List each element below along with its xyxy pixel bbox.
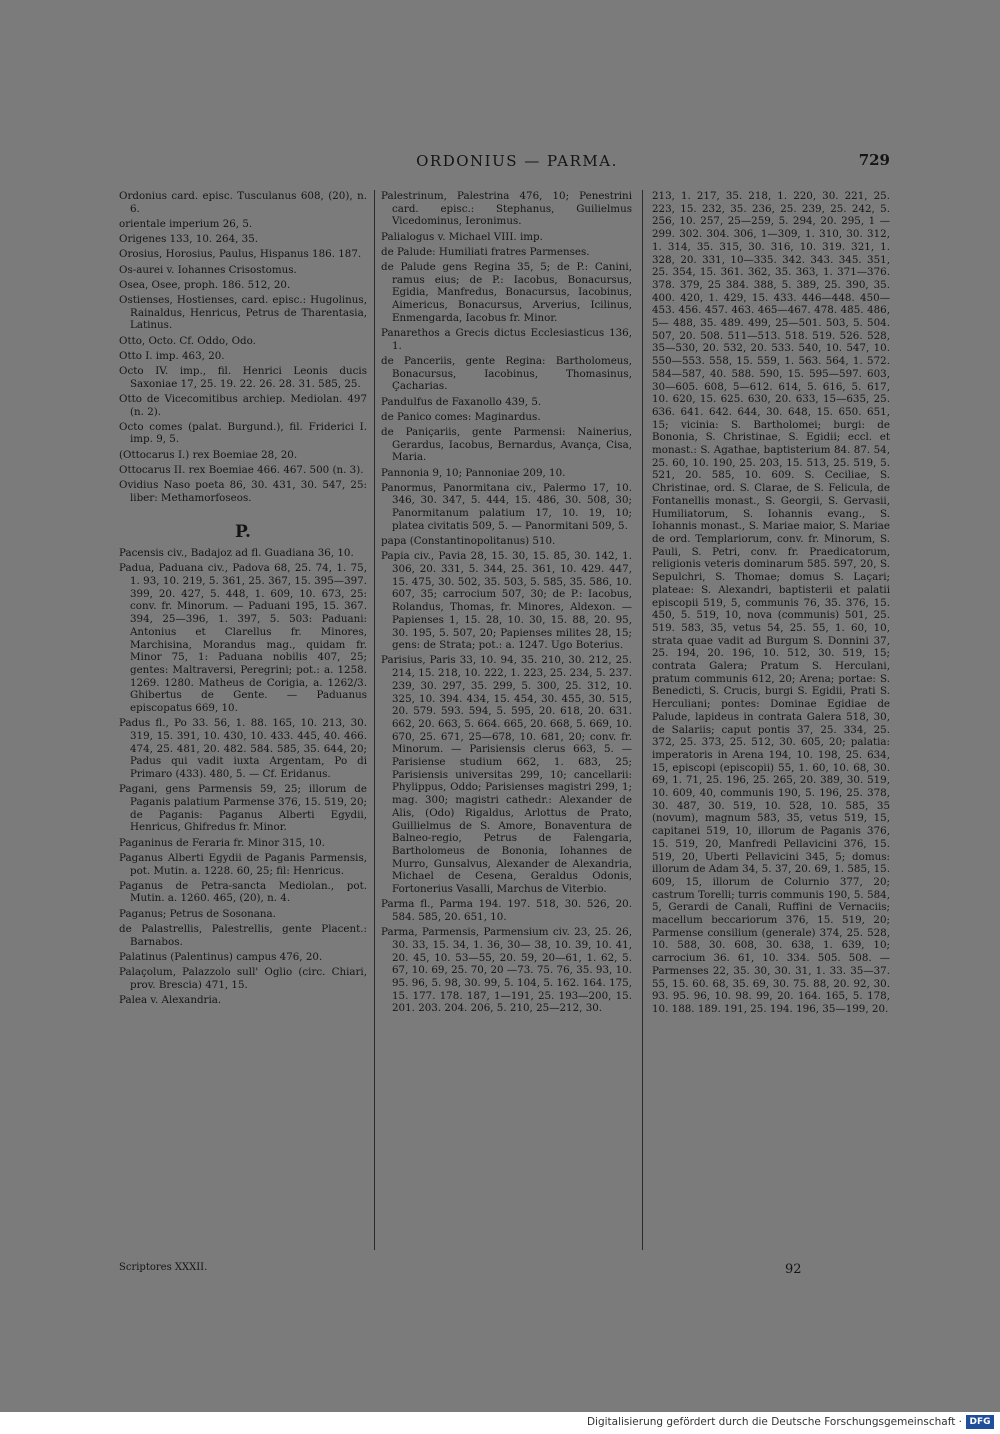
index-entry: Papia civ., Pavia 28, 15. 30, 15. 85, 30. 142, 1. 306, 20. 331, 5. 344, 25. 361, 10. 429. 447, 15. 475, 30. 502, 35. 503, 5. 585, 35. 586, 10. 607, 35; carrocium 507, 30; de P.: Iacobus, Rolandus, Thomas, fr. Minores, Aldexon. — Papienses 1, 15. 28, 10. 30, 15. 88, 20. 95, 30. 195, 5. 507, 20; Papienses milites 28, 15; gens: de Strata; pot.: a. 1247. Ugo Boterius. <box>381 550 632 652</box>
column-divider <box>374 190 375 1250</box>
index-column-right <box>652 190 890 1255</box>
index-entry: Parma, Parmensis, Parmensium civ. 23, 25. 26, 30. 33, 15. 34, 1. 36, 30— 38, 10. 39, 10. 41, 20. 45, 10. 53—55, 20. 59, 20—61, 1. 62, 5. 67, 10. 69, 25. 70, 20 —73. 75. 76, 35. 93, 10. 95. 96, 5. 98, 30. 99, 5. 104, 5. 162. 164. 175, 15. 177. 178. 187, 1—191, 25. 193—200, 15. 201. 203. 204. 206, 5. 210, 25—212, 30. <box>381 926 632 1015</box>
printer-signature: Scriptores XXXII. <box>119 1262 208 1273</box>
index-entry: Panarethos a Grecis dictus Ecclesiasticus 136, 1. <box>381 327 632 352</box>
index-entry: Os-aurei v. Iohannes Crisostomus. <box>119 263 297 276</box>
funding-notice: Digitalisierung gefördert durch die Deutsche Forschungsgemeinschaft · <box>586 1416 962 1428</box>
index-entry: Paganinus de Feraria fr. Minor 315, 10. <box>119 836 325 849</box>
index-entry: Ostienses, Hostienses, card. episc.: Hugolinus, Rainaldus, Henricus, Petrus de Tharentasia, Latinus. <box>119 293 367 332</box>
index-entry: Pandulfus de Faxanollo 439, 5. <box>381 395 542 408</box>
index-entry: Palestrinum, Palestrina 476, 10; Penestrini card. episc.: Stephanus, Guilielmus Vicedominus, Ieronimus. <box>381 190 632 228</box>
index-entry: Palialogus v. Michael VIII. imp. <box>381 230 543 243</box>
column-divider <box>642 190 643 1250</box>
dfg-logo-icon[interactable]: DFG <box>966 1415 994 1429</box>
funding-bar <box>0 1412 1000 1434</box>
index-entry: de Panceriis, gente Regina: Bartholomeus, Bonacursus, Iacobinus, Thomasinus, Çacharias. <box>381 354 632 393</box>
index-entry: Pagani, gens Parmensis 59, 25; illorum de Paganis palatium Parmense 376, 15. 519, 20; de Paganis: Paganus Alberti Egydii, Henricus, Ghifredus fr. Minor. <box>119 783 367 834</box>
sheet-number: 92 <box>785 1262 802 1277</box>
index-entry: Palaçolum, Palazzolo sull' Oglio (circ. Chiari, prov. Brescia) 471, 15. <box>119 965 367 991</box>
running-title: ORDONIUS — PARMA. <box>416 152 618 170</box>
index-entry: Palatinus (Palentinus) campus 476, 20. <box>119 950 323 963</box>
index-entry: Orosius, Horosius, Paulus, Hispanus 186. 187. <box>119 248 362 261</box>
entry-list <box>119 190 367 504</box>
index-entry: Otto I. imp. 463, 20. <box>119 349 225 362</box>
index-entry: Palea v. Alexandria. <box>119 993 222 1006</box>
index-entry: Paganus Alberti Egydii de Paganis Parmensis, pot. Mutin. a. 1228. 60, 25; fil: Henricus. <box>119 851 367 877</box>
entry-list <box>652 190 890 1016</box>
index-entry: Ottocarus II. rex Boemiae 466. 467. 500 (n. 3). <box>119 463 364 476</box>
index-entry: de Palude: Humiliati fratres Parmenses. <box>381 245 590 258</box>
index-entry: Padua, Paduana civ., Padova 68, 25. 74, 1. 75, 1. 93, 10. 219, 5. 361, 25. 367, 15. 395—397. 399, 20. 427, 5. 448, 1. 609, 10. 673, 25: conv. fr. Minorum. — Paduani 195, 15. 367. 394, 25—396, 1. 397, 5. 503: Paduani: Antonius et Clarellus fr. Minores, Marchisina, Morandus mag., quidam fr. Minor 75, 1: Paduana nobilis 407, 25; gentes: Maltraversi, Peregrini; pot.: a. 1258. 1269. 1280. Matheus de Corigia, a. 1262/3. Ghibertus de Gente. — Paduanus episcopatus 669, 10. <box>119 562 367 715</box>
entry-list <box>381 190 632 1015</box>
index-entry: Parma fl., Parma 194. 197. 518, 30. 526, 20. 584. 585, 20. 651, 10. <box>381 898 632 923</box>
index-entry: Otto, Octo. Cf. Oddo, Odo. <box>119 334 256 347</box>
index-entry: Paganus de Petra-sancta Mediolan., pot. Mutin. a. 1260. 465, (20), n. 4. <box>119 879 367 905</box>
index-column-left <box>119 190 367 1255</box>
index-entry: de Palastrellis, Palestrellis, gente Placent.: Barnabos. <box>119 922 367 948</box>
index-column-middle <box>381 190 632 1255</box>
entry-list <box>119 547 367 1006</box>
section-letter: P. <box>235 522 251 543</box>
index-entry: de Palude gens Regina 35, 5; de P.: Canini, ramus eius; de P.: Iacobus, Bonacursus, Egidia, Manfredus, Bonacursus, Iacobinus, Aimericus, Bonacursus, Arverius, Icilinus, Enmengarda, Iacobus fr. Minor. <box>381 261 632 324</box>
index-entry: Octo IV. imp., fil. Henrici Leonis ducis Saxoniae 17, 25. 19. 22. 26. 28. 31. 585, 25. <box>119 364 367 390</box>
page-number: 729 <box>858 151 890 169</box>
index-entry: Parisius, Paris 33, 10. 94, 35. 210, 30. 212, 25. 214, 15. 218, 10. 222, 1. 223, 25. 234, 5. 237. 239, 30. 297, 35. 299, 5. 300, 25. 312, 10. 325, 10. 394. 434, 15. 454, 30. 455, 30. 515, 20. 579. 593. 594, 5. 595, 20. 618, 20. 631. 662, 20. 663, 5. 664. 665, 20. 668, 5. 669, 10. 670, 25. 671, 25—678, 10. 681, 20; conv. fr. Minorum. — Parisiensis clerus 663, 5. — Parisiense studium 662, 1. 683, 25; Parisiensis universitas 299, 10; cancellarii: Phylippus, Oddo; Parisienses magistri 299, 1; mag. 300; magistri cathedr.: Alexander de Alis, (Odo) Rigaldus, Arlottus de Prato, Guillielmus de S. Amore, Bonaventura de Balneo-regio, Petrus de Falengaria, Bartholomeus de Bononia, Iohannes de Murro, Gunsalvus, Alexander de Alexandria, Michael de Cesena, Geraldus Odonis, Fortonerius Vasalli, Marchus de Viterbio. <box>381 654 632 896</box>
index-entry: Panormus, Panormitana civ., Palermo 17, 10. 346, 30. 347, 5. 444, 15. 486, 30. 508, 30; Panormitanum palatium 17, 10. 19, 10; platea civitatis 509, 5. — Panormitani 509, 5. <box>381 481 632 532</box>
index-entry: Ordonius card. episc. Tusculanus 608, (20), n. 6. <box>119 190 367 215</box>
index-entry: de Paniçariis, gente Parmensi: Nainerius, Gerardus, Iacobus, Bernardus, Avança, Cisa, Maria. <box>381 425 632 464</box>
index-entry: papa (Constantinopolitanus) 510. <box>381 535 556 548</box>
index-entry: Otto de Vicecomitibus archiep. Mediolan. 497 (n. 2). <box>119 392 367 418</box>
index-entry: de Panico comes: Maginardus. <box>381 410 541 423</box>
index-entry: Padus fl., Po 33. 56, 1. 88. 165, 10. 213, 30. 319, 15. 391, 10. 430, 10. 433. 445, 40. 466. 474, 25. 481, 20. 482. 584. 585, 35. 644, 20; Padus qui vadit iuxta Argentam, Po di Primaro (433). 480, 5. — Cf. Eridanus. <box>119 717 367 781</box>
index-entry: orientale imperium 26, 5. <box>119 217 253 230</box>
index-entry: Pannonia 9, 10; Pannoniae 209, 10. <box>381 466 566 479</box>
index-entry: Octo comes (palat. Burgund.), fil. Friderici I. imp. 9, 5. <box>119 420 367 446</box>
index-entry: Origenes 133, 10. 264, 35. <box>119 233 259 246</box>
index-entry: (Ottocarus I.) rex Boemiae 28, 20. <box>119 448 298 461</box>
index-entry: Pacensis civ., Badajoz ad fl. Guadiana 36, 10. <box>119 547 354 560</box>
index-entry: 213, 1. 217, 35. 218, 1. 220, 30. 221, 25. 223, 15. 232, 35. 236, 25. 239, 25. 242, 5. 256, 10. 257, 25—259, 5. 294, 20. 295, 1 —299. 302. 304. 306, 1—309, 1. 310, 30. 312, 1. 314, 35. 315, 30. 316, 10. 319. 321, 1. 328, 20. 331, 10—335. 342. 343. 345. 351, 25. 354, 15. 361. 362, 35. 363, 1. 371—376. 378. 379, 25 384. 388, 5. 389, 25. 390, 35. 400. 420, 1. 429, 15. 433. 446—448. 450—453. 456. 457. 463. 465—467. 478. 485. 486, 5— 488, 35. 489. 499, 25—501. 503, 5. 504. 507, 20. 508. 511—513. 518. 519. 526. 528, 35—530, 20. 532, 20. 533. 540, 10. 547, 10. 550—553. 558, 15. 559, 1. 563. 564, 1. 572. 584—587, 40. 588. 590, 15. 595—597. 603, 30—605. 608, 5—612. 614, 5. 616, 5. 617, 10. 620, 15. 625. 630, 20. 633, 15—635, 25. 636. 641. 642. 644, 30. 648, 15. 650. 651, 15; vicinia: S. Bartholomei; burgi: de Bononia, S. Christinae, S. Egidii; eccl. et monast.: S. Agathae, baptisterium 84. 87. 54, 25. 60, 10. 190, 25. 203, 15. 513, 25. 519, 5. 521, 20. 585, 10. 609. S. Ceciliae, S. Christinae, ord. S. Clarae, de S. Felicula, de Fontanellis monast., S. Georgii, S. Gervasii, Humiliatorum, S. Iohannis evang., S. Iohannis monast., S. Mariae maior, S. Mariae de ord. Templariorum, conv. fr. Minorum, S. Pauli, S. Petri, conv. fr. Praedicatorum, religionis veteris dominarum 585. 597, 20, S. Sepulchri, S. Thomae; domus S. Laçari; plateae: S. Alexandri, baptisterii et palatii episcopii 519, 5, communis 76, 35. 376, 15. 450, 5. 519, 10, nova (communis) 501, 25. 519. 583, 35, vetus 54, 25. 55, 1. 60, 10, strata quae vadit ad Burgum S. Donnini 37, 25. 194, 20. 196, 10. 512, 30. 519, 15; contrata Galera; Pratum S. Herculani, pratum communis 612, 20; Arena; portae: S. Benedicti, S. Crucis, burgi S. Egidii, Prati S. Herculiani; pontes: Dominae Egidiae de Palude, lapideus in contrata Galera 518, 30, de Salariis; caput pontis 37, 25. 334, 25. 372, 25. 373, 25. 512, 30. 605, 20; palatia: imperatoris in Arena 194, 10. 198, 25. 634, 15, episcopi (episcopii) 55, 1. 60, 10. 68, 30. 69, 1. 71, 25. 196, 25. 265, 20. 389, 30. 519, 10. 609, 40, communis 190, 5. 196, 25. 378, 30. 487, 30. 519, 10. 528, 10. 585, 35 (novum), magnum 583, 35, vetus 519, 15, capitanei 519, 10, illorum de Paganis 376, 15. 519, 20, Manfredi Pellavicini 376, 15. 519, 20, Uberti Pellavicini 345, 5; domus: illorum de Adam 34, 5. 37, 20. 69, 1. 585, 15. 609, 15, illorum de Colurnio 377, 20; castrum Torelli; turris communis 190, 5. 584, 5, Gerardi de Canali, Ruffini de Vernaciis; macellum beccariorum 376, 15. 519, 20; Parmense consilium (generale) 374, 25. 528, 10. 588, 30. 608, 30. 638, 1. 639, 10; carrocium 36. 61, 10. 334. 505. 508. — Parmenses 22, 35. 30, 30. 31, 1. 33. 35—37. 55, 15. 60. 68, 35. 69, 30. 75. 88, 20. 92, 30. 93. 95. 96, 10. 98. 99, 20. 164. 165, 5. 178, 10. 188. 189. 191, 25. 194. 196, 35—199, 20. <box>652 190 890 1015</box>
index-entry: Ovidius Naso poeta 86, 30. 431, 30. 547, 25: liber: Methamorfoseos. <box>119 479 367 504</box>
index-entry: Osea, Osee, proph. 186. 512, 20. <box>119 278 291 291</box>
index-entry: Paganus; Petrus de Sosonana. <box>119 907 276 920</box>
